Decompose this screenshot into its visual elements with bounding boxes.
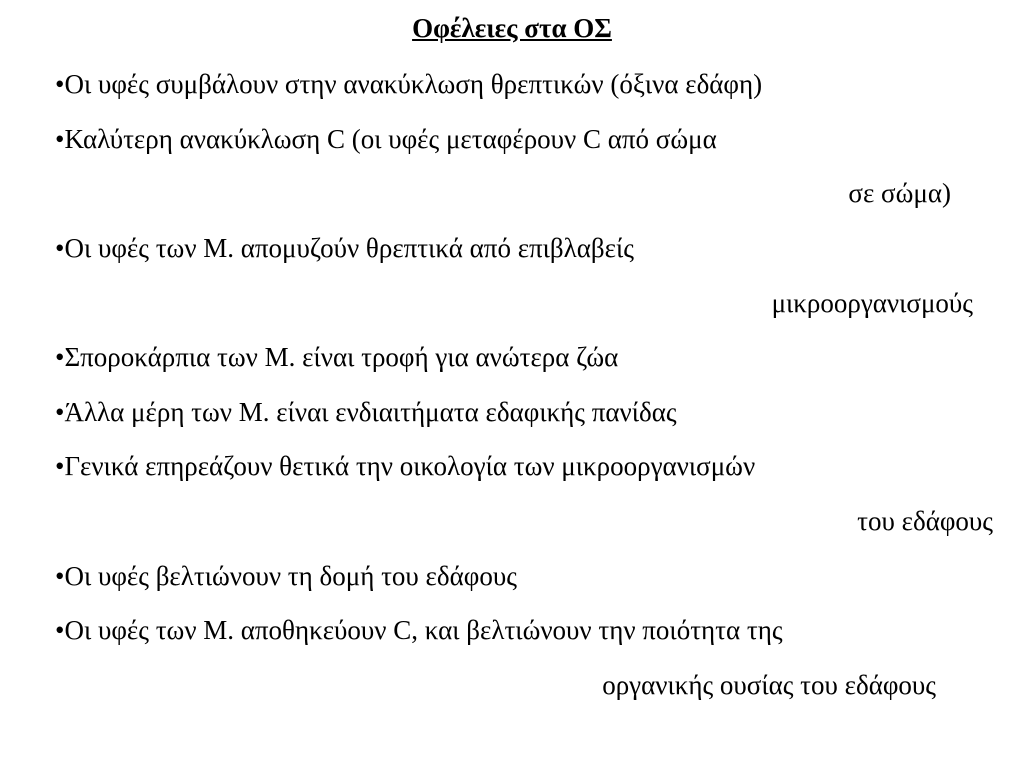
bullet-item-carbon-cycling-continuation: σε σώμα)	[848, 178, 951, 208]
bullet-item-pathogen-suppression-continuation: μικροοργανισμούς	[771, 288, 973, 318]
bullet-item-pathogen-suppression: •Οι υφές των Μ. απομυζούν θρεπτικά από επιβλαβείς	[55, 233, 634, 263]
bullet-item-carbon-storage: •Οι υφές των Μ. αποθηκεύουν C, και βελτιώνουν την ποιότητα της	[55, 615, 783, 645]
slide-title: Οφέλειες στα ΟΣ	[412, 13, 612, 43]
bullet-item-soil-structure: •Οι υφές βελτιώνουν τη δομή του εδάφους	[55, 561, 517, 591]
bullet-item-microbial-ecology: •Γενικά επηρεάζουν θετικά την οικολογία των μικροοργανισμών	[55, 451, 756, 481]
bullet-item-fauna-habitat: •Άλλα μέρη των Μ. είναι ενδιαιτήματα εδαφικής πανίδας	[55, 397, 677, 427]
bullet-item-carbon-storage-continuation: οργανικής ουσίας του εδάφους	[602, 670, 936, 700]
bullet-item-food-source: •Σπορoκάρπια των Μ. είναι τροφή για ανώτερα ζώα	[55, 342, 619, 372]
bullet-item-nutrient-cycling: •Οι υφές συμβάλουν στην ανακύκλωση θρεπτικών (όξινα εδάφη)	[55, 69, 763, 99]
bullet-item-carbon-cycling: •Καλύτερη ανακύκλωση C (οι υφές μεταφέρουν C από σώμα	[55, 124, 717, 154]
bullet-item-microbial-ecology-continuation: του εδάφους	[857, 506, 993, 536]
